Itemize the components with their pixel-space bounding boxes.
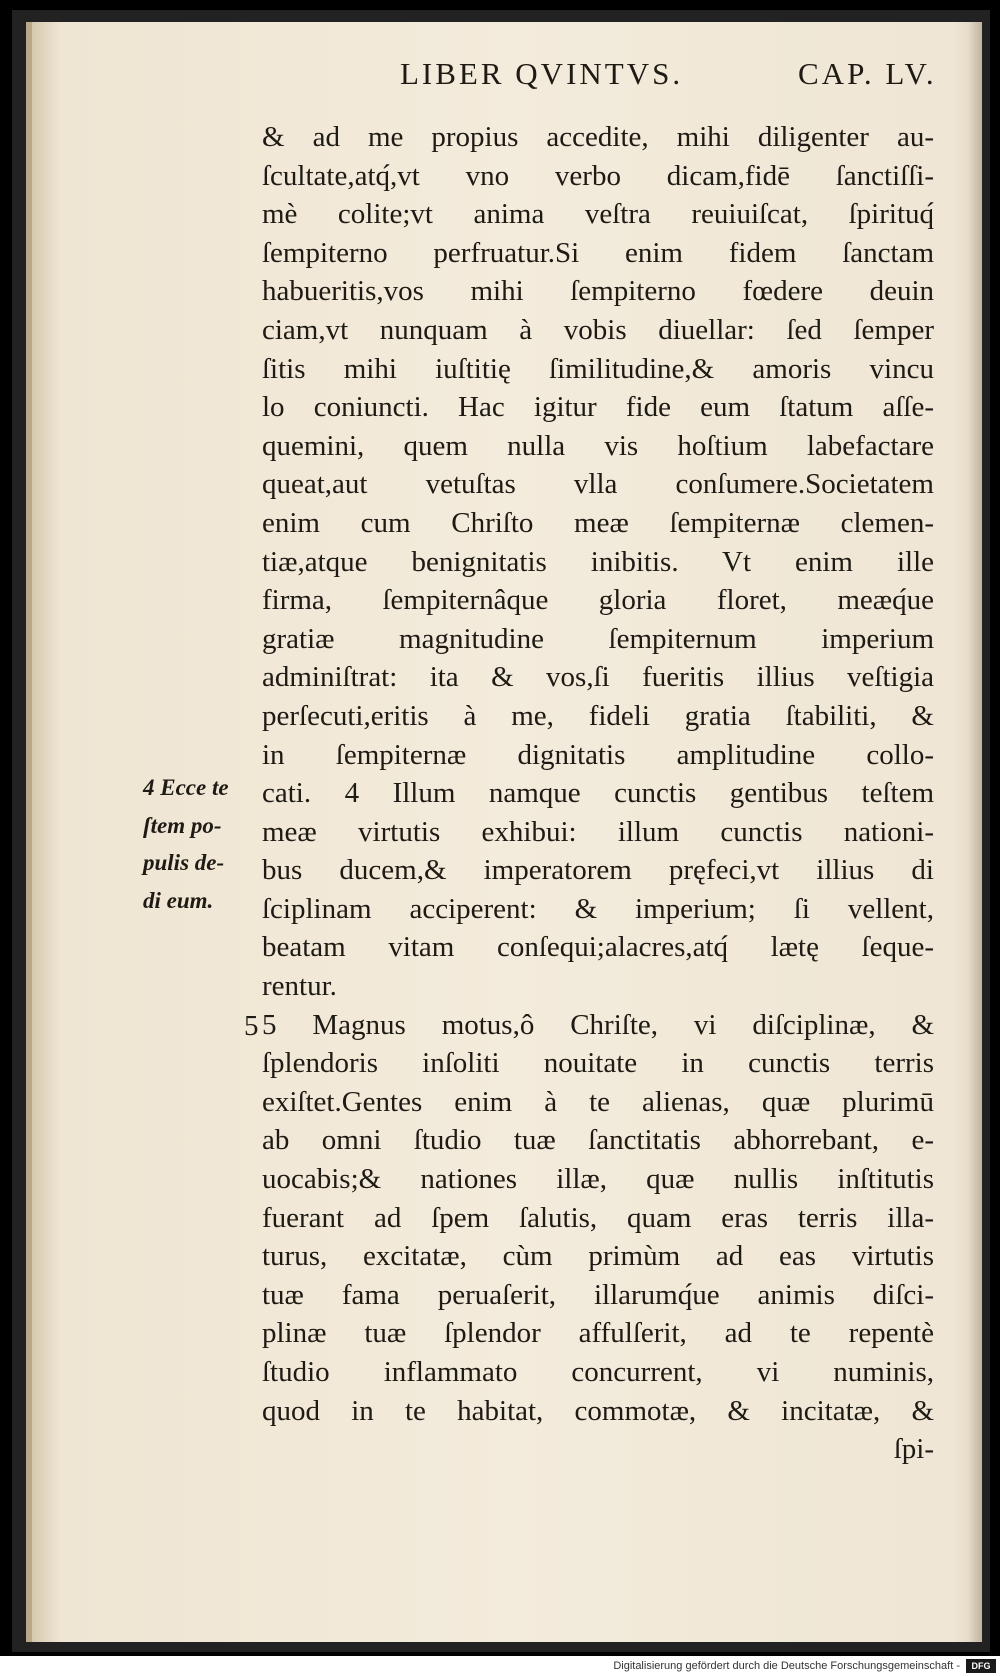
text-line: ciam,vt nunquam à vobis diuellar: ſed ſemper [262,313,934,346]
text-line: quod in te habitat, commotæ, & incitatæ, & [262,1394,934,1427]
dfg-logo: DFG [966,1659,996,1673]
text-line: ſitis mihi iuſtitię ſimilitudine,& amoris vincu [262,352,934,385]
text-line: queat,aut vetuſtas vlla conſumere.Societatem [262,468,934,501]
marginal-note-line: ſtem po- [143,812,222,838]
text-line: meæ virtutis exhibui: illum cunctis nationi- [262,815,934,848]
catchword: ſpi- [893,1433,934,1466]
text-line: tuæ fama peruaſerit, illarumq́ue animis diſci- [262,1278,934,1311]
text-line: bus ducem,& imperatorem pręfeci,vt illius di [262,854,934,887]
body-text [262,118,934,1469]
text-line: fuerant ad ſpem ſalutis, quam eras terris illa- [262,1201,934,1234]
text-line: & ad me propius accedite, mihi diligenter au- [262,121,934,153]
text-line: beatam vitam conſequi;alacres,atq́ lætę ſeque- [262,931,934,964]
marginal-note [143,769,261,919]
text-line: plinæ tuæ ſplendor affulſerit, ad te repentè [262,1317,934,1350]
text-line: ſciplinam acciperent: & imperium; ſi vellent, [262,892,934,925]
text-line: quemini, quem nulla vis hoſtium labefactare [262,429,934,462]
text-line: ab omni ſtudio tuæ ſanctitatis abhorrebant, e- [262,1124,934,1157]
marginal-note-line: pulis de- [143,850,225,875]
text-line: cati. 4 Illum namque cunctis gentibus teſtem [262,777,934,810]
text-line: lo coniuncti. Hac igitur fide eum ſtatum aſſe- [262,391,934,424]
verse-number: 5 [244,1010,259,1042]
book-title: LIBER QVINTVS. [400,56,684,91]
text-line: enim cum Chriſto meæ ſempiternæ clemen- [262,506,934,539]
funding-credit: Digitalisierung gefördert durch die Deutsche Forschungsgemeinschaft - [613,1660,960,1672]
text-line: mè colite;vt anima veſtra reuiuiſcat, ſpirituq́ [262,198,934,231]
text-line: turus, excitatæ, cùm primùm ad eas virtutis [262,1240,934,1273]
text-line: rentur. [262,970,337,1003]
text-line: adminiſtrat: ita & vos,ſi fueritis illius veſtigia [262,661,934,694]
text-line: in ſempiternæ dignitatis amplitudine collo- [262,738,934,771]
text-line: habueritis,vos mihi ſempiterno fœdere deuin [262,275,934,308]
text-line: uocabis;& nationes illæ, quæ nullis inſtitutis [262,1163,934,1196]
text-line: ſempiterno perfruatur.Si enim fidem ſanctam [262,236,934,269]
text-line: tiæ,atque benignitatis inibitis. Vt enim ille [262,545,934,578]
text-line: ſcultate,atq́,vt vno verbo dicam,fidē ſanctiſſi- [262,159,934,192]
text-line: 5 Magnus motus,ô Chriſte, vi diſciplinæ, & [262,1008,934,1041]
text-line: gratiæ magnitudine ſempiternum imperium [262,622,934,655]
chapter-number: CAP. LV. [798,56,937,91]
footer-bar [0,1658,1000,1676]
text-line: ſplendoris inſoliti nouitate in cunctis terris [262,1047,934,1080]
text-line: ſtudio inflammato concurrent, vi numinis, [262,1356,934,1388]
text-line: perſecuti,eritis à me, fideli gratia ſtabiliti, & [262,699,934,732]
text-line: firma, ſempiternâque gloria floret, meæq́ue [262,584,934,617]
marginal-note-line: di eum. [143,887,214,913]
text-line: exiſtet.Gentes enim à te alienas, quæ plurimū [262,1085,934,1118]
marginal-note-line: 4 Ecce te [143,775,229,800]
